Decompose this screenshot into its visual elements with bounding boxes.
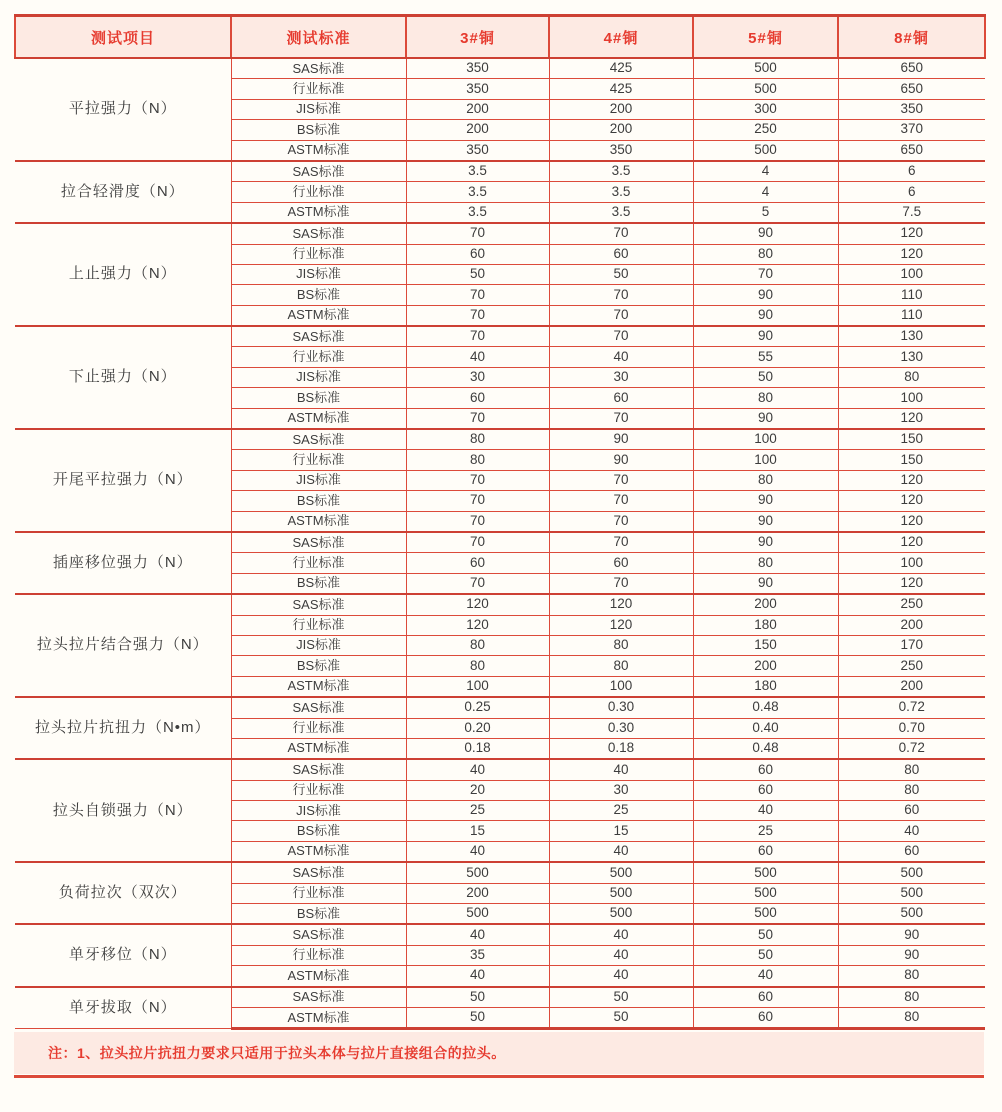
standard-cell: SAS标准: [231, 532, 406, 553]
value-cell: 25: [549, 801, 693, 821]
value-cell: 350: [549, 140, 693, 161]
value-cell: 50: [549, 264, 693, 284]
value-cell: 120: [838, 470, 985, 490]
standard-cell: BS标准: [231, 388, 406, 408]
value-cell: 180: [693, 615, 838, 635]
value-cell: 50: [406, 987, 549, 1008]
test-item-cell: 开尾平拉强力（N）: [15, 429, 231, 532]
standard-cell: BS标准: [231, 573, 406, 594]
value-cell: 100: [838, 553, 985, 573]
value-cell: 70: [549, 326, 693, 347]
value-cell: 100: [838, 264, 985, 284]
standard-cell: ASTM标准: [231, 511, 406, 532]
value-cell: 80: [406, 429, 549, 450]
value-cell: 40: [549, 924, 693, 945]
value-cell: 130: [838, 326, 985, 347]
value-cell: 40: [406, 924, 549, 945]
value-cell: 350: [838, 99, 985, 119]
table-row: [15, 924, 985, 945]
column-header-test-item: 测试项目: [15, 16, 231, 59]
value-cell: 200: [406, 883, 549, 903]
value-cell: 100: [693, 450, 838, 470]
standard-cell: SAS标准: [231, 862, 406, 883]
value-cell: 70: [406, 326, 549, 347]
standard-cell: JIS标准: [231, 470, 406, 490]
value-cell: 50: [693, 367, 838, 387]
value-cell: 100: [693, 429, 838, 450]
test-item-cell: 上止强力（N）: [15, 223, 231, 326]
value-cell: 60: [693, 759, 838, 780]
value-cell: 120: [406, 615, 549, 635]
value-cell: 40: [406, 347, 549, 367]
value-cell: 200: [693, 594, 838, 615]
value-cell: 50: [693, 924, 838, 945]
value-cell: 500: [693, 883, 838, 903]
test-item-cell: 单牙拔取（N）: [15, 987, 231, 1029]
test-item-cell: 拉合轻滑度（N）: [15, 161, 231, 223]
value-cell: 250: [838, 594, 985, 615]
test-item-cell: 平拉强力（N）: [15, 58, 231, 161]
value-cell: 0.72: [838, 697, 985, 718]
standard-cell: BS标准: [231, 491, 406, 511]
value-cell: 60: [838, 801, 985, 821]
value-cell: 30: [406, 367, 549, 387]
value-cell: 350: [406, 79, 549, 99]
standard-cell: BS标准: [231, 904, 406, 925]
value-cell: 500: [693, 140, 838, 161]
value-cell: 40: [549, 759, 693, 780]
value-cell: 15: [549, 821, 693, 841]
value-cell: 6: [838, 182, 985, 202]
value-cell: 350: [406, 58, 549, 79]
value-cell: 100: [838, 388, 985, 408]
value-cell: 650: [838, 79, 985, 99]
value-cell: 70: [549, 511, 693, 532]
value-cell: 3.5: [549, 161, 693, 182]
value-cell: 0.18: [406, 738, 549, 759]
value-cell: 80: [693, 388, 838, 408]
value-cell: 90: [693, 285, 838, 305]
standard-cell: 行业标准: [231, 182, 406, 202]
value-cell: 60: [549, 244, 693, 264]
test-item-cell: 下止强力（N）: [15, 326, 231, 429]
value-cell: 500: [693, 79, 838, 99]
value-cell: 650: [838, 58, 985, 79]
value-cell: 80: [549, 656, 693, 676]
standard-cell: SAS标准: [231, 987, 406, 1008]
value-cell: 90: [693, 511, 838, 532]
value-cell: 200: [406, 120, 549, 140]
table-row: [15, 532, 985, 553]
value-cell: 170: [838, 635, 985, 655]
value-cell: 50: [693, 945, 838, 965]
table-header: [15, 16, 985, 59]
value-cell: 80: [838, 780, 985, 800]
value-cell: 0.30: [549, 697, 693, 718]
standard-cell: ASTM标准: [231, 841, 406, 862]
value-cell: 80: [838, 1007, 985, 1028]
value-cell: 200: [838, 615, 985, 635]
value-cell: 40: [693, 966, 838, 987]
value-cell: 150: [693, 635, 838, 655]
value-cell: 25: [693, 821, 838, 841]
value-cell: 30: [549, 367, 693, 387]
value-cell: 3.5: [549, 202, 693, 223]
value-cell: 500: [838, 904, 985, 925]
value-cell: 60: [549, 553, 693, 573]
standard-cell: SAS标准: [231, 161, 406, 182]
value-cell: 80: [406, 656, 549, 676]
value-cell: 40: [838, 821, 985, 841]
value-cell: 80: [406, 635, 549, 655]
column-header-copper-3: 3#铜: [406, 16, 549, 59]
value-cell: 90: [549, 429, 693, 450]
test-item-cell: 拉头拉片抗扭力（N•m）: [15, 697, 231, 759]
value-cell: 90: [693, 491, 838, 511]
value-cell: 120: [549, 615, 693, 635]
value-cell: 7.5: [838, 202, 985, 223]
value-cell: 40: [693, 801, 838, 821]
value-cell: 70: [549, 223, 693, 244]
value-cell: 110: [838, 285, 985, 305]
value-cell: 60: [693, 987, 838, 1008]
value-cell: 0.48: [693, 697, 838, 718]
column-header-copper-4: 4#铜: [549, 16, 693, 59]
value-cell: 500: [693, 58, 838, 79]
standard-cell: 行业标准: [231, 718, 406, 738]
value-cell: 90: [693, 573, 838, 594]
value-cell: 40: [549, 347, 693, 367]
table-body: [15, 58, 985, 1029]
value-cell: 90: [693, 326, 838, 347]
standard-cell: JIS标准: [231, 99, 406, 119]
value-cell: 180: [693, 676, 838, 697]
value-cell: 120: [406, 594, 549, 615]
value-cell: 90: [549, 450, 693, 470]
value-cell: 70: [549, 491, 693, 511]
test-item-cell: 负荷拉次（双次）: [15, 862, 231, 924]
value-cell: 0.30: [549, 718, 693, 738]
value-cell: 70: [406, 305, 549, 326]
test-standards-table: [14, 14, 986, 1030]
value-cell: 40: [549, 945, 693, 965]
value-cell: 80: [549, 635, 693, 655]
value-cell: 80: [838, 966, 985, 987]
value-cell: 300: [693, 99, 838, 119]
value-cell: 60: [549, 388, 693, 408]
test-item-cell: 拉头自锁强力（N）: [15, 759, 231, 862]
standard-cell: BS标准: [231, 656, 406, 676]
standard-cell: 行业标准: [231, 347, 406, 367]
value-cell: 0.20: [406, 718, 549, 738]
standard-cell: 行业标准: [231, 883, 406, 903]
standard-cell: JIS标准: [231, 801, 406, 821]
table-row: [15, 326, 985, 347]
table-row: [15, 161, 985, 182]
value-cell: 40: [549, 966, 693, 987]
value-cell: 60: [406, 553, 549, 573]
value-cell: 150: [838, 450, 985, 470]
standard-cell: SAS标准: [231, 429, 406, 450]
value-cell: 110: [838, 305, 985, 326]
value-cell: 100: [406, 676, 549, 697]
value-cell: 425: [549, 79, 693, 99]
value-cell: 120: [838, 491, 985, 511]
value-cell: 50: [549, 987, 693, 1008]
value-cell: 3.5: [406, 182, 549, 202]
value-cell: 40: [549, 841, 693, 862]
value-cell: 3.5: [406, 161, 549, 182]
value-cell: 70: [549, 470, 693, 490]
value-cell: 250: [838, 656, 985, 676]
value-cell: 70: [406, 470, 549, 490]
value-cell: 0.72: [838, 738, 985, 759]
value-cell: 55: [693, 347, 838, 367]
value-cell: 60: [693, 1007, 838, 1028]
value-cell: 6: [838, 161, 985, 182]
value-cell: 350: [406, 140, 549, 161]
value-cell: 80: [693, 244, 838, 264]
standard-cell: SAS标准: [231, 759, 406, 780]
value-cell: 70: [406, 408, 549, 429]
value-cell: 80: [838, 367, 985, 387]
value-cell: 60: [693, 841, 838, 862]
value-cell: 3.5: [549, 182, 693, 202]
value-cell: 200: [406, 99, 549, 119]
value-cell: 500: [406, 862, 549, 883]
standard-cell: ASTM标准: [231, 966, 406, 987]
table-row: [15, 697, 985, 718]
standard-cell: ASTM标准: [231, 1007, 406, 1028]
value-cell: 70: [549, 285, 693, 305]
table-row: [15, 429, 985, 450]
value-cell: 70: [406, 491, 549, 511]
standard-cell: 行业标准: [231, 450, 406, 470]
value-cell: 200: [693, 656, 838, 676]
standard-cell: JIS标准: [231, 264, 406, 284]
value-cell: 120: [838, 223, 985, 244]
standard-cell: SAS标准: [231, 223, 406, 244]
value-cell: 40: [406, 841, 549, 862]
value-cell: 20: [406, 780, 549, 800]
column-header-copper-8: 8#铜: [838, 16, 985, 59]
value-cell: 250: [693, 120, 838, 140]
value-cell: 80: [838, 987, 985, 1008]
value-cell: 120: [838, 244, 985, 264]
standard-cell: 行业标准: [231, 553, 406, 573]
value-cell: 425: [549, 58, 693, 79]
value-cell: 90: [693, 532, 838, 553]
value-cell: 15: [406, 821, 549, 841]
standard-cell: SAS标准: [231, 58, 406, 79]
value-cell: 500: [549, 904, 693, 925]
value-cell: 70: [549, 408, 693, 429]
value-cell: 4: [693, 161, 838, 182]
value-cell: 500: [549, 862, 693, 883]
value-cell: 80: [693, 470, 838, 490]
value-cell: 0.25: [406, 697, 549, 718]
value-cell: 0.18: [549, 738, 693, 759]
standard-cell: 行业标准: [231, 79, 406, 99]
value-cell: 60: [693, 780, 838, 800]
value-cell: 130: [838, 347, 985, 367]
value-cell: 5: [693, 202, 838, 223]
table-row: [15, 987, 985, 1008]
value-cell: 500: [693, 862, 838, 883]
value-cell: 70: [406, 573, 549, 594]
standard-cell: ASTM标准: [231, 202, 406, 223]
value-cell: 60: [406, 388, 549, 408]
value-cell: 120: [838, 532, 985, 553]
standard-cell: SAS标准: [231, 697, 406, 718]
bottom-rule: [14, 1075, 984, 1078]
header-row: [15, 16, 985, 59]
value-cell: 70: [549, 573, 693, 594]
table-row: [15, 759, 985, 780]
value-cell: 4: [693, 182, 838, 202]
value-cell: 150: [838, 429, 985, 450]
standard-cell: ASTM标准: [231, 140, 406, 161]
standard-cell: JIS标准: [231, 367, 406, 387]
value-cell: 0.70: [838, 718, 985, 738]
value-cell: 80: [838, 759, 985, 780]
standard-cell: 行业标准: [231, 945, 406, 965]
value-cell: 500: [838, 883, 985, 903]
value-cell: 50: [549, 1007, 693, 1028]
value-cell: 370: [838, 120, 985, 140]
value-cell: 30: [549, 780, 693, 800]
value-cell: 120: [838, 511, 985, 532]
value-cell: 0.48: [693, 738, 838, 759]
standard-cell: JIS标准: [231, 635, 406, 655]
value-cell: 120: [838, 408, 985, 429]
value-cell: 90: [693, 223, 838, 244]
value-cell: 500: [693, 904, 838, 925]
column-header-test-standard: 测试标准: [231, 16, 406, 59]
value-cell: 80: [406, 450, 549, 470]
standard-cell: SAS标准: [231, 594, 406, 615]
value-cell: 500: [838, 862, 985, 883]
value-cell: 200: [838, 676, 985, 697]
value-cell: 0.40: [693, 718, 838, 738]
standard-cell: BS标准: [231, 120, 406, 140]
value-cell: 500: [549, 883, 693, 903]
test-item-cell: 拉头拉片结合强力（N）: [15, 594, 231, 697]
test-item-cell: 插座移位强力（N）: [15, 532, 231, 594]
table-row: [15, 58, 985, 79]
value-cell: 35: [406, 945, 549, 965]
value-cell: 70: [549, 305, 693, 326]
value-cell: 80: [693, 553, 838, 573]
value-cell: 70: [406, 223, 549, 244]
standard-cell: ASTM标准: [231, 408, 406, 429]
standard-cell: 行业标准: [231, 615, 406, 635]
value-cell: 90: [693, 408, 838, 429]
value-cell: 200: [549, 99, 693, 119]
value-cell: 50: [406, 1007, 549, 1028]
table-row: [15, 594, 985, 615]
value-cell: 120: [838, 573, 985, 594]
value-cell: 50: [406, 264, 549, 284]
value-cell: 70: [406, 532, 549, 553]
standard-cell: BS标准: [231, 821, 406, 841]
value-cell: 120: [549, 594, 693, 615]
standard-cell: 行业标准: [231, 780, 406, 800]
table-row: [15, 862, 985, 883]
value-cell: 90: [838, 945, 985, 965]
standard-cell: BS标准: [231, 285, 406, 305]
value-cell: 70: [693, 264, 838, 284]
standard-cell: SAS标准: [231, 326, 406, 347]
test-item-cell: 单牙移位（N）: [15, 924, 231, 986]
value-cell: 650: [838, 140, 985, 161]
value-cell: 200: [549, 120, 693, 140]
value-cell: 90: [838, 924, 985, 945]
standard-cell: ASTM标准: [231, 305, 406, 326]
value-cell: 25: [406, 801, 549, 821]
value-cell: 70: [406, 511, 549, 532]
standard-cell: ASTM标准: [231, 738, 406, 759]
column-header-copper-5: 5#铜: [693, 16, 838, 59]
table-row: [15, 223, 985, 244]
value-cell: 90: [693, 305, 838, 326]
standard-cell: SAS标准: [231, 924, 406, 945]
value-cell: 70: [549, 532, 693, 553]
value-cell: 3.5: [406, 202, 549, 223]
value-cell: 100: [549, 676, 693, 697]
standard-cell: 行业标准: [231, 244, 406, 264]
value-cell: 70: [406, 285, 549, 305]
value-cell: 500: [406, 904, 549, 925]
standard-cell: ASTM标准: [231, 676, 406, 697]
value-cell: 40: [406, 966, 549, 987]
value-cell: 60: [406, 244, 549, 264]
value-cell: 60: [838, 841, 985, 862]
value-cell: 40: [406, 759, 549, 780]
footnote: 注：1、拉头拉片抗扭力要求只适用于拉头本体与拉片直接组合的拉头。: [14, 1032, 984, 1074]
